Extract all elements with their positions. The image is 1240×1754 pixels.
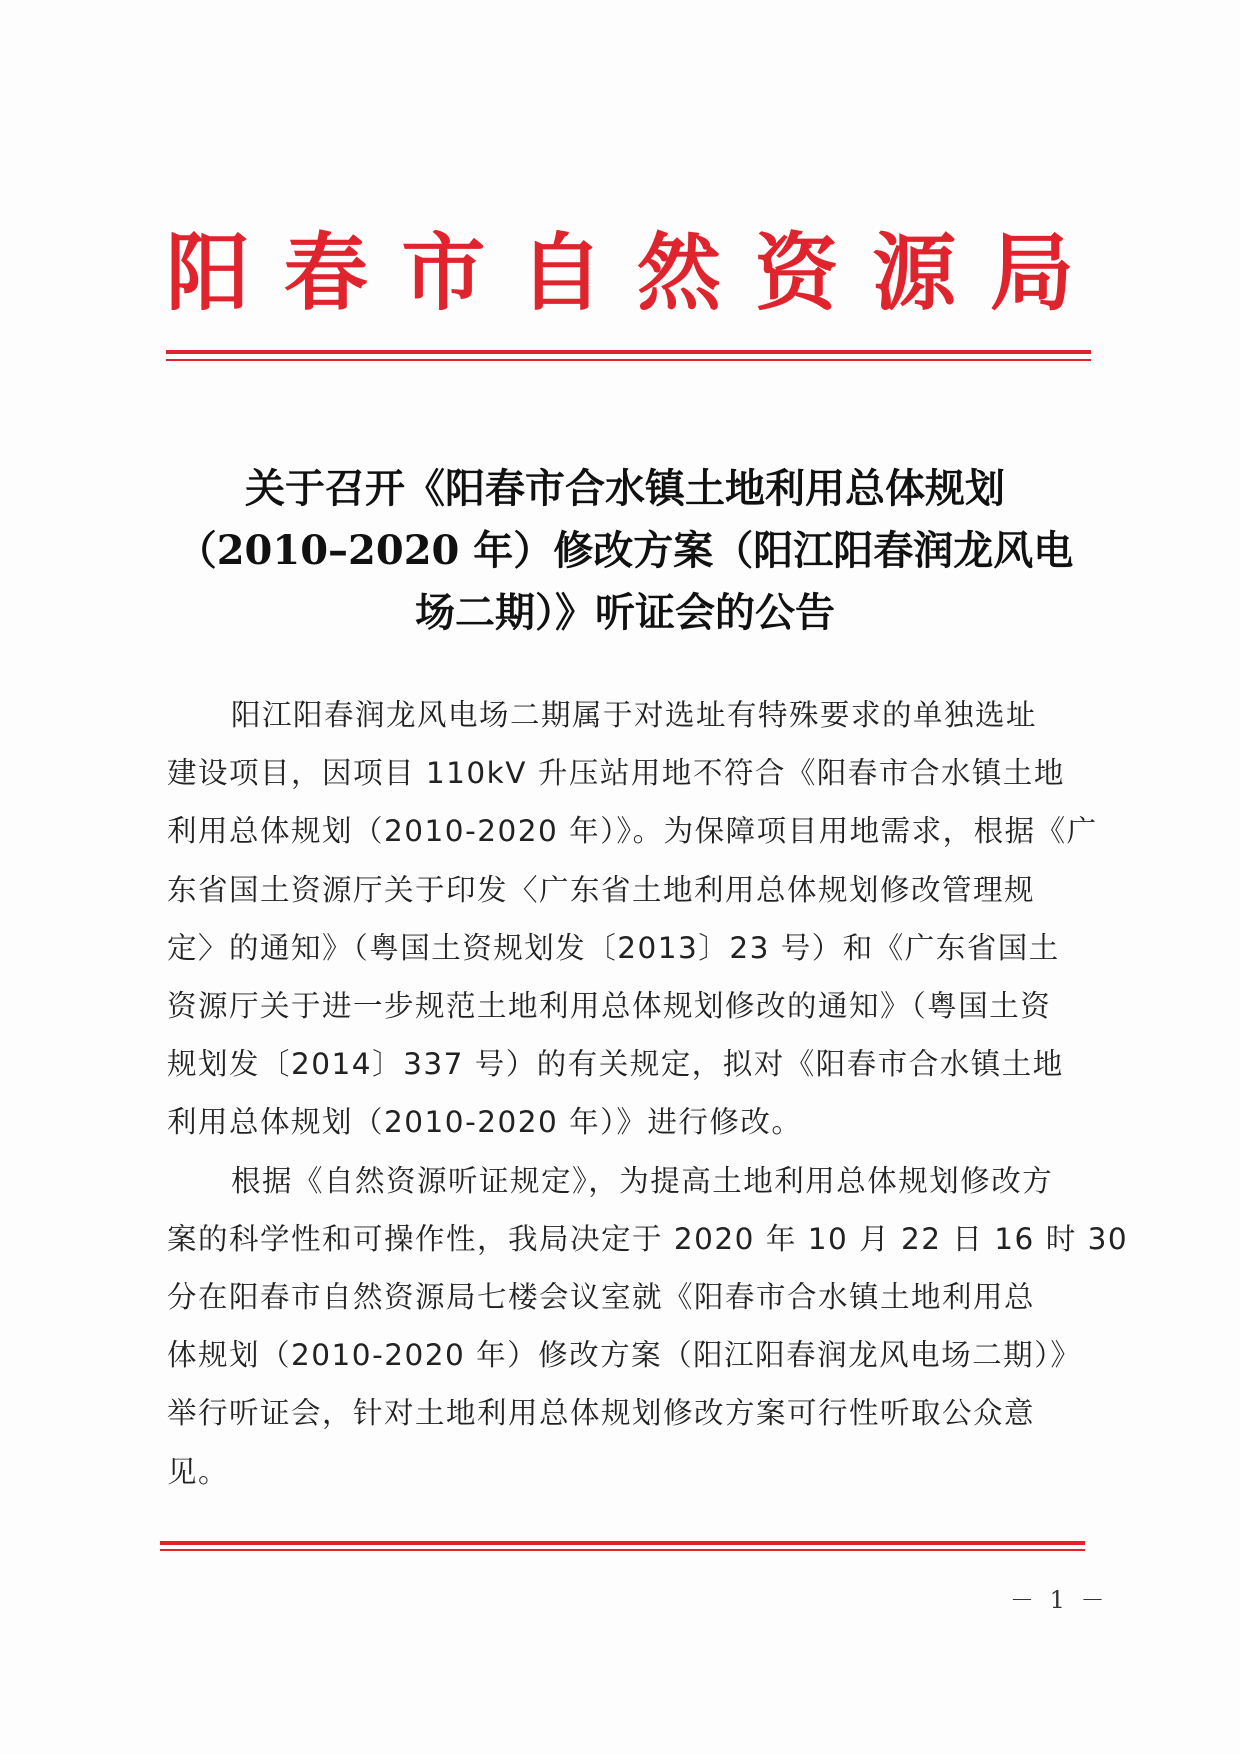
body-line: 举行听证会，针对土地利用总体规划修改方案可行性听取公众意 — [167, 1396, 1036, 1431]
body-line: 根据《自然资源听证规定》，为提高土地利用总体规划修改方 — [231, 1163, 1054, 1198]
document-body — [167, 686, 1129, 1501]
body-line: 规划发〔2014〕337 号）的有关规定，拟对《阳春市合水镇土地 — [167, 1047, 1064, 1082]
title-line: 关于召开《阳春市合水镇土地利用总体规划 — [245, 465, 1005, 512]
body-line: 分在阳春市自然资源局七楼会议室就《阳春市合水镇土地利用总 — [167, 1280, 1036, 1315]
body-line: 见。 — [167, 1454, 230, 1489]
body-line: 建设项目，因项目 110kV 升压站用地不符合《阳春市合水镇土地 — [167, 756, 1065, 791]
masthead-char: 市 — [401, 223, 486, 322]
body-line: 利用总体规划（2010-2020 年）》。为保障项目用地需求，根据《广 — [167, 814, 1098, 849]
masthead-char: 自 — [519, 223, 604, 322]
masthead-char: 局 — [989, 223, 1074, 322]
masthead — [166, 218, 1074, 328]
page-number: － 1 － — [1010, 1586, 1109, 1614]
body-line: 案的科学性和可操作性，我局决定于 2020 年 10 月 22 日 16 时 30 — [167, 1221, 1129, 1256]
title-line: （2010–2020 年）修改方案（阳江阳春润龙风电 — [176, 527, 1074, 574]
footer-divider-thin — [160, 1549, 1085, 1551]
body-line: 阳江阳春润龙风电场二期属于对选址有特殊要求的单独选址 — [231, 698, 1038, 732]
title-line: 场二期）》听证会的公告 — [415, 589, 835, 636]
masthead-char: 资 — [754, 223, 839, 322]
body-line: 定〉的通知》（粤国土资规划发〔2013〕23 号）和《广东省国土 — [167, 930, 1060, 965]
masthead-divider-thick — [166, 350, 1091, 354]
body-line: 东省国土资源厅关于印发〈广东省土地利用总体规划修改管理规 — [167, 872, 1036, 907]
body-line: 体规划（2010-2020 年）修改方案（阳江阳春润龙风电场二期）》 — [167, 1338, 1082, 1373]
body-line: 资源厅关于进一步规范土地利用总体规划修改的通知》（粤国土资 — [167, 989, 1052, 1024]
body-line: 利用总体规划（2010-2020 年）》进行修改。 — [167, 1105, 803, 1140]
document-title — [160, 458, 1090, 644]
footer-divider-thick — [160, 1541, 1085, 1545]
masthead-divider-thin — [166, 359, 1091, 361]
masthead-char: 然 — [636, 223, 721, 322]
masthead-char: 春 — [283, 223, 368, 322]
masthead-char: 阳 — [166, 223, 251, 322]
masthead-char: 源 — [872, 223, 957, 322]
